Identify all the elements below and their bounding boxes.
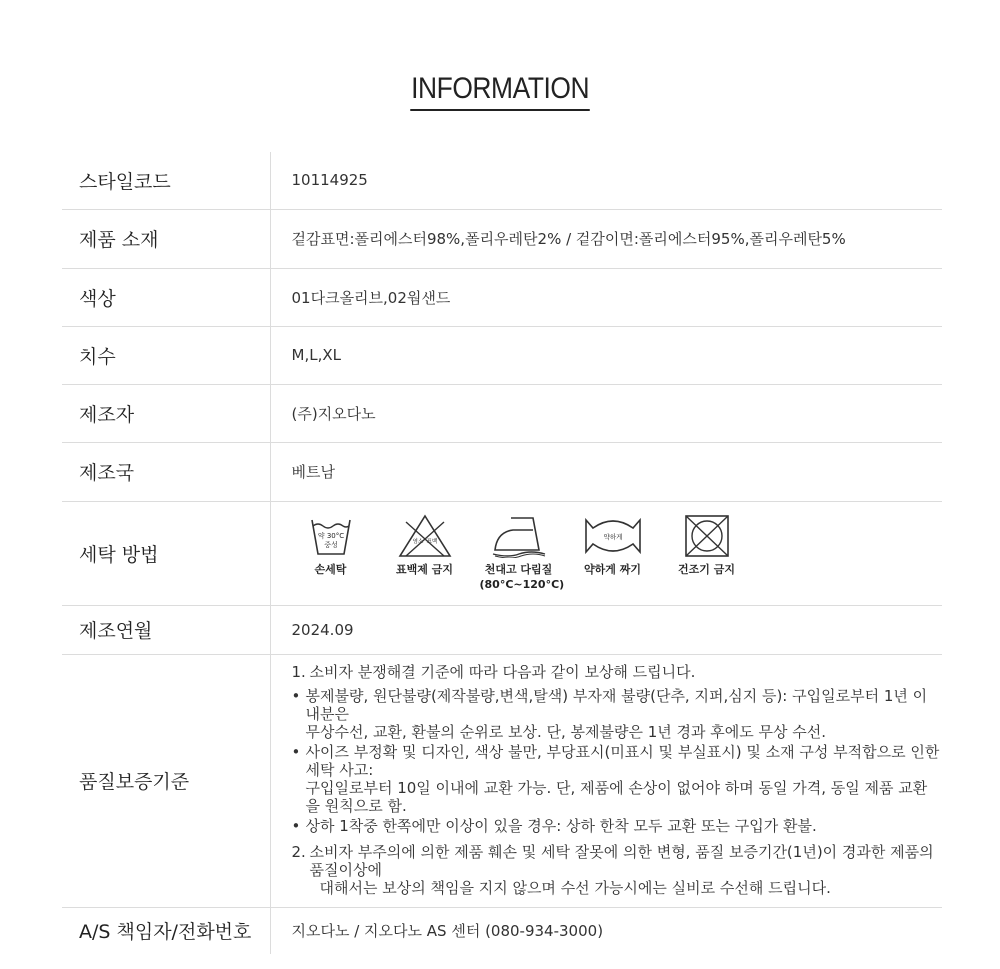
care-label-wring: 약하게 짜기 bbox=[584, 563, 641, 576]
care-label-iron: 천대고 다림질 bbox=[484, 563, 553, 576]
care-label-hand-wash: 손세탁 bbox=[314, 563, 347, 576]
value-color: 01다크올리브,02웜샌드 bbox=[270, 268, 942, 326]
label-as: A/S 책임자/전화번호 bbox=[62, 907, 270, 954]
care-label-no-dryer: 건조기 금지 bbox=[678, 563, 735, 576]
quality-item-1-text: 소비자 분쟁해결 기준에 따라 다음과 같이 보상해 드립니다. bbox=[309, 662, 696, 681]
care-icons bbox=[292, 514, 942, 592]
label-quality: 품질보증기준 bbox=[62, 654, 270, 907]
quality-item-2-num: 2. bbox=[291, 842, 306, 861]
label-maker: 제조자 bbox=[62, 384, 270, 442]
quality-item-1 bbox=[292, 663, 942, 681]
no-bleach-chlorine: 염소 bbox=[412, 539, 423, 545]
info-table bbox=[62, 152, 942, 954]
page-title-text: INFORMATION bbox=[410, 72, 590, 111]
care-label-no-bleach: 표백제 금지 bbox=[396, 563, 453, 576]
value-washing bbox=[270, 501, 942, 605]
label-size: 치수 bbox=[62, 326, 270, 384]
no-bleach-bleach: 표백 bbox=[426, 539, 437, 545]
row-country bbox=[62, 442, 942, 501]
label-style-code: 스타일코드 bbox=[62, 152, 270, 209]
row-date bbox=[62, 605, 942, 654]
value-date: 2024.09 bbox=[270, 605, 942, 654]
bullet-dot: • bbox=[291, 816, 301, 835]
row-color bbox=[62, 268, 942, 326]
value-quality bbox=[270, 654, 942, 907]
care-item-hand-wash bbox=[292, 514, 370, 577]
no-tumble-dry-icon bbox=[684, 514, 730, 558]
quality-bullet-2-line1: 사이즈 부정확 및 디자인, 색상 불만, 부당표시(미표시 및 부실표시) 및 소재 구성 부적합으로 인한 세탁 사고: bbox=[305, 742, 940, 779]
page-title bbox=[0, 72, 1000, 111]
row-as bbox=[62, 907, 942, 954]
row-size bbox=[62, 326, 942, 384]
quality-item-2-line2: 대해서는 보상의 책임을 지지 않으며 수선 가능시에는 실비로 수선해 드립니다. bbox=[319, 878, 831, 897]
quality-bullet-1 bbox=[292, 687, 942, 741]
label-material: 제품 소재 bbox=[62, 209, 270, 268]
quality-bullet-1-line2: 무상수선, 교환, 환불의 순위로 보상. 단, 봉제불량은 1년 경과 후에도 무상 수선. bbox=[305, 722, 827, 741]
row-quality bbox=[62, 654, 942, 907]
label-color: 색상 bbox=[62, 268, 270, 326]
care-item-iron bbox=[479, 514, 565, 592]
care-item-no-bleach bbox=[386, 514, 464, 577]
label-washing: 세탁 방법 bbox=[62, 501, 270, 605]
row-washing bbox=[62, 501, 942, 605]
value-material: 겉감표면:폴리에스터98%,폴리우레탄2% / 겉감이면:폴리에스터95%,폴리우레탄5% bbox=[270, 209, 942, 268]
row-material bbox=[62, 209, 942, 268]
label-country: 제조국 bbox=[62, 442, 270, 501]
quality-bullet-2-line2: 구입일로부터 10일 이내에 교환 가능. 단, 제품에 손상이 없어야 하며 동일 가격, 동일 제품 교환을 원칙으로 함. bbox=[305, 778, 928, 815]
hand-wash-neutral: 중성 bbox=[323, 541, 338, 549]
wring-gently-text: 약하게 bbox=[603, 533, 622, 541]
care-label-iron-temp: (80°C~120°C) bbox=[479, 578, 565, 591]
row-maker bbox=[62, 384, 942, 442]
quality-bullet-1-line1: 봉제불량, 원단불량(제작불량,변색,탈색) 부자재 불량(단추, 지퍼,심지 등): 구입일로부터 1년 이내분은 bbox=[305, 686, 928, 723]
no-bleach-icon bbox=[398, 514, 452, 558]
bullet-dot: • bbox=[291, 686, 301, 705]
bullet-dot: • bbox=[291, 742, 301, 761]
value-size: M,L,XL bbox=[270, 326, 942, 384]
iron-icon bbox=[489, 514, 549, 558]
quality-bullet-3 bbox=[292, 817, 942, 835]
quality-item-2-line1: 소비자 부주의에 의한 제품 훼손 및 세탁 잘못에 의한 변형, 품질 보증기간(1년)이 경과한 제품의 품질이상에 bbox=[309, 842, 934, 879]
wring-gently-icon bbox=[583, 514, 643, 558]
care-item-no-dryer bbox=[668, 514, 746, 577]
label-date: 제조연월 bbox=[62, 605, 270, 654]
value-maker: (주)지오다노 bbox=[270, 384, 942, 442]
quality-bullet-2 bbox=[292, 743, 942, 815]
value-country: 베트남 bbox=[270, 442, 942, 501]
value-as: 지오다노 / 지오다노 AS 센터 (080-934-3000) bbox=[291, 922, 604, 941]
quality-item-1-num: 1. bbox=[291, 662, 306, 681]
quality-item-2 bbox=[292, 843, 942, 897]
quality-bullet-3-line1: 상하 1착중 한쪽에만 이상이 있을 경우: 상하 한착 모두 교환 또는 구입가 환불. bbox=[305, 816, 817, 835]
hand-wash-icon bbox=[308, 514, 354, 558]
value-style-code: 10114925 bbox=[270, 152, 942, 209]
row-style-code bbox=[62, 152, 942, 209]
hand-wash-temp: 약 30°C bbox=[317, 532, 344, 540]
care-item-wring bbox=[574, 514, 652, 577]
quality-bullets bbox=[292, 687, 942, 835]
